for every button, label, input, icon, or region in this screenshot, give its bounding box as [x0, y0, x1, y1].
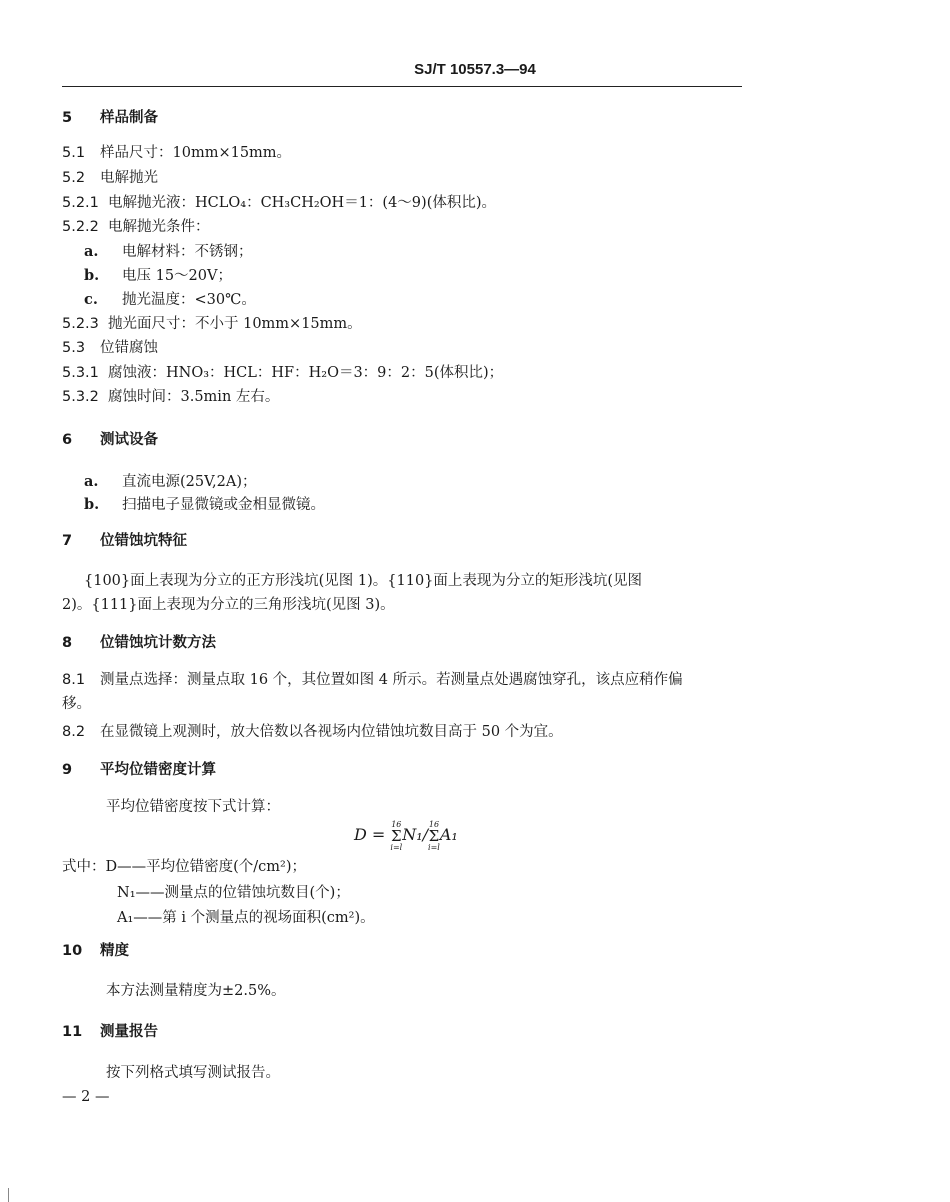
where-a: A₁——第 i 个测量点的视场面积(cm²)。 — [117, 910, 375, 926]
clause-5-2-2 — [62, 218, 210, 236]
item-a — [84, 243, 253, 261]
clause-5-3 — [62, 339, 158, 357]
clause-text: 测量点选择：测量点取 16 个，其位置如图 4 所示。若测量点处遇腐蚀穿孔，该点应稍作偏 — [100, 672, 683, 688]
section-title: 测量报告 — [100, 1024, 158, 1040]
sum-lower: i=l — [390, 842, 403, 852]
clause-8-1-continued: 移。 — [62, 696, 91, 712]
section-number: 8 — [62, 635, 73, 651]
section-number: 9 — [62, 762, 73, 778]
clause-number: 5.3 — [62, 340, 86, 356]
formula-denominator: A₁ — [439, 825, 458, 844]
clause-text: 腐蚀时间：3.5min 左右。 — [108, 389, 280, 405]
item-text: 电解材料：不锈钢； — [122, 244, 253, 260]
item-text: 电压 15～20V； — [122, 268, 232, 284]
clause-number: 5.3.2 — [62, 389, 99, 405]
section-number: 7 — [62, 533, 73, 549]
clause-5-1 — [62, 144, 291, 162]
item-text: 扫描电子显微镜或金相显微镜。 — [122, 497, 325, 513]
formula-numerator: N₁/ — [402, 825, 429, 844]
clause-text: 样品尺寸：10mm×15mm。 — [100, 145, 292, 161]
density-formula — [354, 818, 458, 852]
clause-text: 电解抛光 — [100, 170, 158, 186]
section-11-heading — [62, 1023, 158, 1041]
paragraph-line: {100}面上表现为分立的正方形浅坑(见图 1)。{110}面上表现为分立的矩形浅坑(见图 — [84, 573, 643, 589]
item-label: b. — [84, 496, 100, 513]
clause-number: 8.1 — [62, 672, 86, 688]
clause-number: 8.2 — [62, 724, 86, 740]
clause-number: 5.3.1 — [62, 365, 99, 381]
sigma: Σ — [428, 826, 440, 845]
sum-upper: 16 — [391, 819, 402, 829]
sum-symbol — [428, 820, 440, 852]
clause-5-2-1 — [62, 194, 496, 212]
section-number: 11 — [62, 1024, 83, 1040]
scan-edge-mark — [8, 1188, 9, 1202]
section-8-heading — [62, 634, 216, 652]
where-n: N₁——测量点的位错蚀坑数目(个)； — [117, 885, 350, 901]
clause-8-1 — [62, 671, 683, 689]
formula-intro: 平均位错密度按下式计算： — [106, 799, 280, 815]
section-title: 精度 — [100, 943, 129, 959]
clause-text: 抛光面尺寸：不小于 10mm×15mm。 — [108, 316, 362, 332]
clause-number: 5.1 — [62, 145, 86, 161]
report-text: 按下列格式填写测试报告。 — [106, 1065, 280, 1081]
clause-number: 5.2.1 — [62, 195, 99, 211]
page-number: — 2 — — [62, 1089, 110, 1105]
item-label: b. — [84, 267, 100, 284]
clause-text: 位错腐蚀 — [100, 340, 158, 356]
item-b — [84, 496, 325, 514]
sum-lower: i=l — [428, 842, 440, 852]
item-label: c. — [84, 291, 98, 308]
precision-text: 本方法测量精度为±2.5%。 — [106, 983, 286, 999]
item-c — [84, 291, 256, 309]
sum-upper: 16 — [428, 819, 440, 829]
item-label: a. — [84, 473, 99, 490]
document-header: SJ/T 10557.3—94 — [414, 61, 536, 78]
item-text: 抛光温度：<30℃。 — [122, 292, 256, 308]
clause-5-2 — [62, 169, 158, 187]
item-a — [84, 473, 257, 491]
item-label: a. — [84, 243, 99, 260]
clause-5-3-2 — [62, 388, 279, 406]
section-10-heading — [62, 942, 129, 960]
section-title: 平均位错密度计算 — [100, 762, 216, 778]
section-title: 样品制备 — [100, 110, 158, 126]
clause-text: 电解抛光液：HCLO₄：CH₃CH₂OH＝1：(4～9)(体积比)。 — [108, 195, 497, 211]
paragraph-line: 2)。{111}面上表现为分立的三角形浅坑(见图 3)。 — [62, 597, 395, 613]
section-6-heading — [62, 431, 158, 449]
clause-text: 在显微镜上观测时，放大倍数以各视场内位错蚀坑数目高于 50 个为宜。 — [100, 724, 563, 740]
section-5-heading — [62, 109, 158, 127]
section-number: 6 — [62, 432, 73, 448]
item-text: 直流电源(25V,2A)； — [122, 474, 257, 490]
clause-text: 电解抛光条件： — [108, 219, 210, 235]
clause-number: 5.2 — [62, 170, 86, 186]
sigma: Σ — [391, 826, 402, 845]
header-rule — [62, 86, 742, 87]
sum-symbol — [390, 820, 402, 852]
clause-8-2 — [62, 723, 563, 741]
section-title: 测试设备 — [100, 432, 158, 448]
clause-number: 5.2.2 — [62, 219, 99, 235]
clause-5-3-1 — [62, 364, 503, 382]
clause-number: 5.2.3 — [62, 316, 99, 332]
section-number: 10 — [62, 943, 83, 959]
clause-text: 腐蚀液：HNO₃：HCL：HF：H₂O＝3：9：2：5(体积比)； — [108, 365, 504, 381]
section-title: 位错蚀坑计数方法 — [100, 635, 216, 651]
item-b — [84, 267, 232, 285]
clause-5-2-3 — [62, 315, 362, 333]
section-title: 位错蚀坑特征 — [100, 533, 187, 549]
section-7-heading — [62, 532, 187, 550]
formula-lhs: D = — [354, 825, 391, 844]
section-number: 5 — [62, 110, 73, 126]
where-d: 式中：D——平均位错密度(个/cm²)； — [62, 859, 307, 875]
section-9-heading — [62, 761, 216, 779]
